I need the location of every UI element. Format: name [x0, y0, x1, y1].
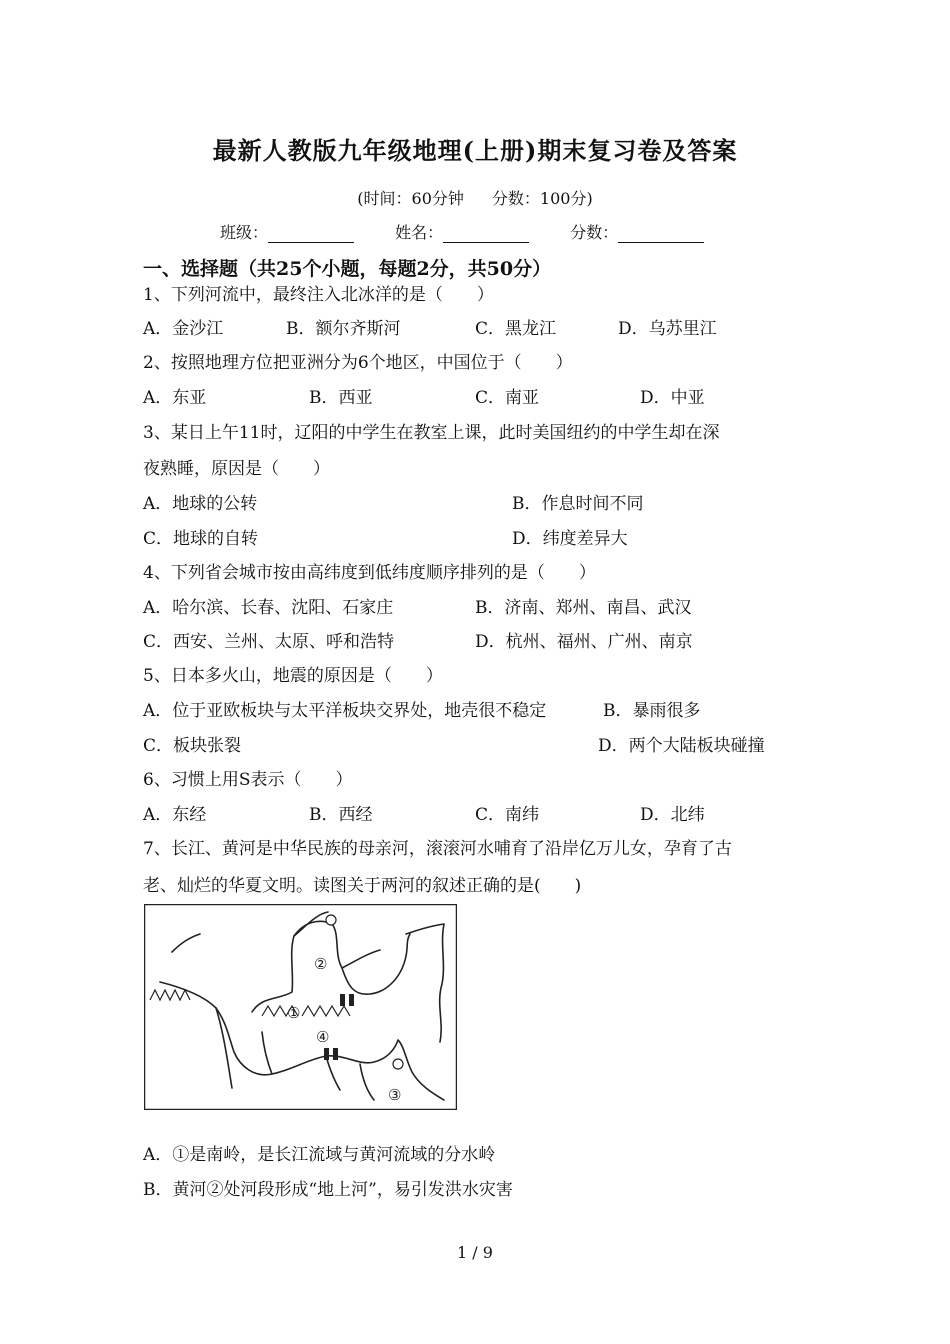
q1-option-d: D．乌苏里江: [618, 319, 717, 339]
question-7-stem-line-2: 老、灿烂的华夏文明。读图关于两河的叙述正确的是( ): [143, 876, 582, 896]
question-6-stem: 6、习惯上用S表示（ ）: [143, 770, 353, 790]
q6-option-b: B．西经: [309, 805, 373, 825]
question-3-stem-line-2: 夜熟睡，原因是（ ）: [143, 459, 330, 479]
q7-option-a: A．①是南岭，是长江流域与黄河流域的分水岭: [143, 1145, 496, 1165]
q4-option-c: C．西安、兰州、太原、呼和浩特: [143, 632, 395, 652]
map-label-1: ①: [287, 1004, 301, 1022]
q3-option-a: A．地球的公转: [143, 494, 258, 514]
q5-option-c: C．板块张裂: [143, 736, 242, 756]
q2-option-d: D．中亚: [640, 388, 705, 408]
q1-option-a: A．金沙江: [143, 319, 224, 339]
q5-option-a: A．位于亚欧板块与太平洋板块交界处，地壳很不稳定: [143, 701, 547, 721]
section-heading: 一、选择题（共25个小题，每题2分，共50分）: [143, 258, 552, 280]
q7-option-b: B．黄河②处河段形成“地上河”，易引发洪水灾害: [143, 1180, 513, 1200]
q1-option-b: B．额尔齐斯河: [286, 319, 401, 339]
question-7-stem-line-1: 7、长江、黄河是中华民族的母亲河，滚滚河水哺育了沿岸亿万儿女，孕育了古: [143, 839, 732, 859]
q6-option-d: D．北纬: [640, 805, 705, 825]
score-blank[interactable]: [618, 226, 704, 243]
name-label: 姓名：: [395, 223, 444, 242]
student-info: [220, 220, 740, 243]
class-blank[interactable]: [268, 226, 354, 243]
q6-option-c: C．南纬: [475, 805, 540, 825]
question-1-stem: 1、下列河流中，最终注入北冰洋的是（ ）: [143, 285, 494, 305]
map-label-4: ④: [316, 1028, 330, 1046]
class-label: 班级：: [220, 223, 269, 242]
q5-option-b: B．暴雨很多: [603, 701, 701, 721]
map-label-2: ②: [314, 955, 328, 973]
question-4-stem: 4、下列省会城市按由高纬度到低纬度顺序排列的是（ ）: [143, 563, 596, 583]
q6-option-a: A．东经: [143, 805, 207, 825]
score-field: [570, 220, 704, 243]
name-field: [395, 220, 529, 243]
exam-time: (时间：60分钟: [357, 189, 464, 208]
q5-option-d: D．两个大陆板块碰撞: [598, 736, 765, 756]
q4-option-d: D．杭州、福州、广州、南京: [475, 632, 693, 652]
q1-option-c: C．黑龙江: [475, 319, 557, 339]
question-5-stem: 5、日本多火山，地震的原因是（ ）: [143, 666, 443, 686]
map-label-3: ③: [388, 1086, 402, 1104]
class-field: [220, 220, 354, 243]
q4-option-b: B．济南、郑州、南昌、武汉: [475, 598, 692, 618]
page-title: 最新人教版九年级地理(上册)期末复习卷及答案: [212, 136, 738, 165]
name-blank[interactable]: [443, 226, 529, 243]
question-3-stem-line-1: 3、某日上午11时，辽阳的中学生在教室上课，此时美国纽约的中学生却在深: [143, 423, 720, 443]
q3-option-c: C．地球的自转: [143, 529, 259, 549]
exam-meta: [0, 186, 950, 209]
river-map-figure: [144, 904, 457, 1110]
question-2-stem: 2、按照地理方位把亚洲分为6个地区，中国位于（ ）: [143, 353, 573, 373]
city-marker-north: [326, 915, 336, 925]
page-number: 1 / 9: [457, 1243, 493, 1262]
q2-option-a: A．东亚: [143, 388, 207, 408]
exam-score: 分数：100分): [491, 189, 593, 208]
city-marker-east: [393, 1059, 403, 1069]
q3-option-d: D．纬度差异大: [512, 529, 628, 549]
q3-option-b: B．作息时间不同: [512, 494, 644, 514]
q2-option-b: B．西亚: [309, 388, 373, 408]
score-label: 分数：: [570, 223, 619, 242]
q4-option-a: A．哈尔滨、长春、沈阳、石家庄: [143, 598, 394, 618]
q2-option-c: C．南亚: [475, 388, 540, 408]
